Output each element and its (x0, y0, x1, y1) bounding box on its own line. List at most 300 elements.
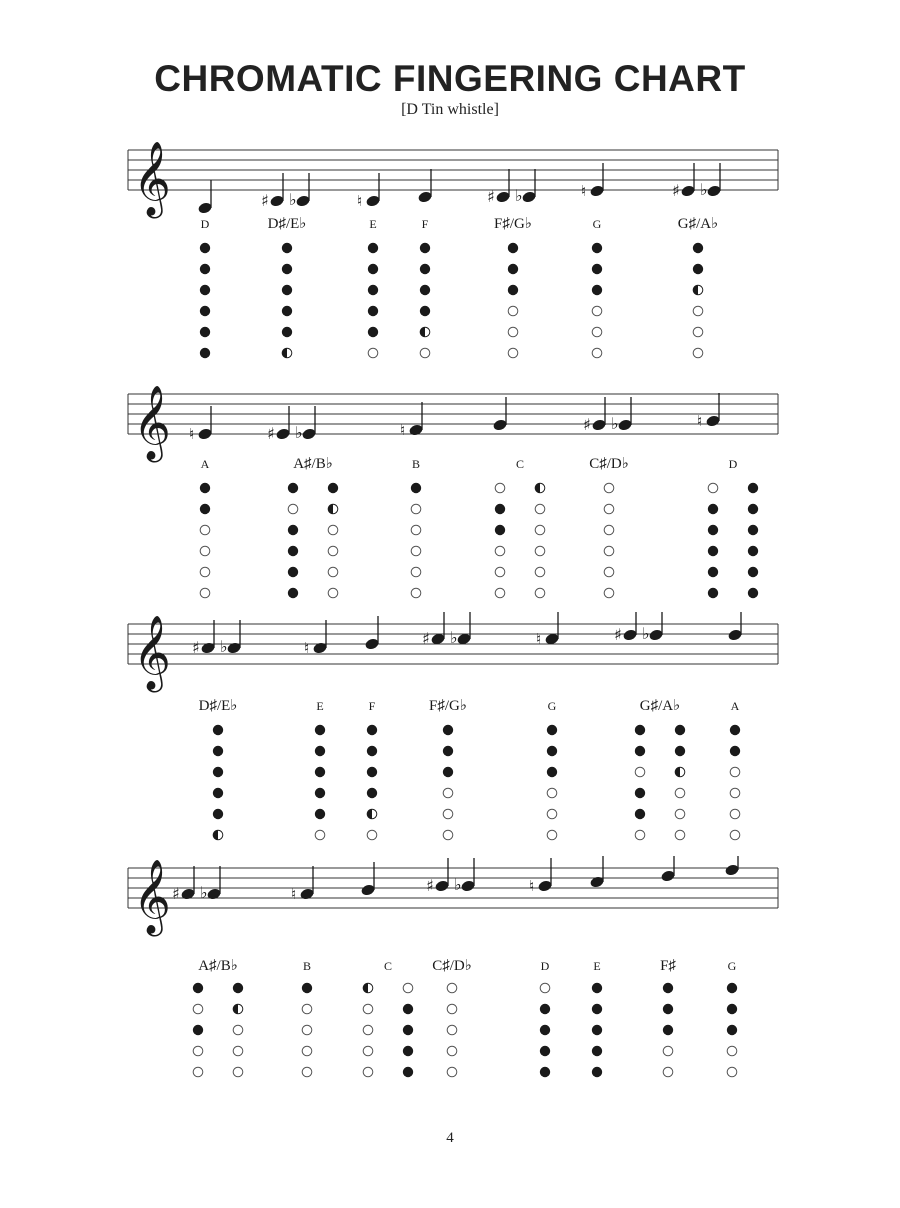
open-hole-icon (535, 588, 545, 598)
note-head-icon (206, 866, 221, 901)
open-hole-icon (193, 1004, 203, 1014)
note-head-icon (197, 180, 212, 215)
note-head-icon (180, 866, 195, 901)
svg-text:♯: ♯ (261, 191, 269, 210)
closed-hole-icon (663, 1004, 673, 1014)
closed-hole-icon (288, 483, 298, 493)
flat-icon (515, 186, 523, 205)
natural-icon (304, 639, 309, 657)
sharp-icon (261, 191, 269, 210)
staff-system-1 (0, 140, 900, 370)
note-label: E (316, 699, 324, 713)
closed-hole-icon (213, 809, 223, 819)
svg-text:♭: ♭ (295, 423, 303, 442)
open-hole-icon (592, 348, 602, 358)
closed-hole-icon (508, 243, 518, 253)
closed-hole-icon (213, 746, 223, 756)
svg-text:𝄞: 𝄞 (133, 142, 171, 216)
note-label: A (200, 457, 210, 471)
closed-hole-icon (302, 983, 312, 993)
note-head-icon (521, 169, 536, 204)
open-hole-icon (675, 809, 685, 819)
closed-hole-icon (727, 1004, 737, 1014)
open-hole-icon (663, 1046, 673, 1056)
svg-text:♯: ♯ (614, 625, 622, 644)
svg-text:♮: ♮ (189, 425, 195, 443)
closed-hole-icon (693, 243, 703, 253)
closed-hole-icon (508, 264, 518, 274)
closed-hole-icon (547, 767, 557, 777)
svg-text:𝄞: 𝄞 (133, 616, 171, 690)
closed-hole-icon (403, 1046, 413, 1056)
staff-system-3 (0, 612, 900, 842)
closed-hole-icon (748, 525, 758, 535)
closed-hole-icon (675, 725, 685, 735)
svg-text:♭: ♭ (700, 180, 708, 199)
closed-hole-icon (540, 1004, 550, 1014)
closed-hole-icon (368, 327, 378, 337)
sharp-icon (426, 876, 434, 895)
open-hole-icon (592, 327, 602, 337)
closed-hole-icon (200, 327, 210, 337)
note-label: G (547, 699, 557, 713)
note-label: F♯/G♭ (429, 698, 467, 714)
closed-hole-icon (748, 567, 758, 577)
closed-hole-icon (315, 767, 325, 777)
closed-hole-icon (213, 767, 223, 777)
note-label: D (728, 457, 738, 471)
note-label: D♯/E♭ (267, 216, 307, 232)
svg-text:♮: ♮ (304, 639, 310, 657)
open-hole-icon (604, 483, 614, 493)
open-hole-icon (315, 830, 325, 840)
open-hole-icon (447, 1046, 457, 1056)
open-hole-icon (535, 504, 545, 514)
closed-hole-icon (663, 1025, 673, 1035)
open-hole-icon (411, 567, 421, 577)
sharp-icon (267, 424, 275, 443)
flat-icon (295, 423, 303, 442)
closed-hole-icon (213, 788, 223, 798)
half-hole-icon (367, 809, 377, 819)
natural-icon (189, 425, 194, 443)
closed-hole-icon (540, 1025, 550, 1035)
closed-hole-icon (708, 504, 718, 514)
note-head-icon (495, 169, 510, 204)
closed-hole-icon (367, 788, 377, 798)
closed-hole-icon (288, 567, 298, 577)
svg-text:𝄞: 𝄞 (133, 386, 171, 460)
closed-hole-icon (367, 746, 377, 756)
closed-hole-icon (727, 983, 737, 993)
closed-hole-icon (315, 809, 325, 819)
closed-hole-icon (635, 725, 645, 735)
closed-hole-icon (315, 725, 325, 735)
closed-hole-icon (213, 725, 223, 735)
svg-text:♭: ♭ (450, 628, 458, 647)
staff-lines (128, 868, 778, 908)
open-hole-icon (200, 567, 210, 577)
note-label: A♯/B♭ (198, 958, 238, 974)
sharp-icon (672, 181, 680, 200)
treble-clef-icon (133, 142, 171, 219)
closed-hole-icon (367, 767, 377, 777)
natural-icon (400, 421, 405, 439)
note-head-icon (727, 612, 742, 642)
note-head-icon (200, 620, 215, 655)
note-label: E (369, 217, 377, 231)
treble-clef-icon (133, 616, 171, 693)
open-hole-icon (730, 809, 740, 819)
closed-hole-icon (708, 525, 718, 535)
open-hole-icon (233, 1046, 243, 1056)
open-hole-icon (635, 830, 645, 840)
closed-hole-icon (368, 306, 378, 316)
open-hole-icon (443, 809, 453, 819)
flat-icon (450, 628, 458, 647)
svg-text:♭: ♭ (611, 414, 619, 433)
svg-text:♯: ♯ (422, 629, 430, 648)
note-label: F (368, 699, 376, 713)
closed-hole-icon (367, 725, 377, 735)
flat-icon (454, 875, 462, 894)
svg-text:♯: ♯ (192, 638, 200, 657)
closed-hole-icon (288, 546, 298, 556)
closed-hole-icon (200, 243, 210, 253)
note-head-icon (301, 406, 316, 441)
closed-hole-icon (193, 983, 203, 993)
flat-icon (289, 190, 297, 209)
sharp-icon (583, 415, 591, 434)
closed-hole-icon (592, 285, 602, 295)
natural-icon (697, 412, 702, 430)
closed-hole-icon (730, 746, 740, 756)
note-head-icon (660, 856, 675, 883)
closed-hole-icon (748, 483, 758, 493)
open-hole-icon (233, 1025, 243, 1035)
svg-text:♮: ♮ (357, 192, 363, 210)
staff-system-2 (0, 380, 900, 610)
open-hole-icon (447, 1067, 457, 1077)
note-label: C♯/D♭ (432, 958, 472, 974)
open-hole-icon (200, 588, 210, 598)
open-hole-icon (367, 830, 377, 840)
note-label: B (302, 959, 312, 973)
svg-text:♯: ♯ (672, 181, 680, 200)
note-head-icon (275, 406, 290, 441)
closed-hole-icon (592, 264, 602, 274)
open-hole-icon (411, 546, 421, 556)
closed-hole-icon (675, 746, 685, 756)
open-hole-icon (535, 546, 545, 556)
note-label: F (421, 217, 429, 231)
closed-hole-icon (403, 1025, 413, 1035)
open-hole-icon (693, 327, 703, 337)
open-hole-icon (302, 1046, 312, 1056)
open-hole-icon (495, 546, 505, 556)
open-hole-icon (604, 504, 614, 514)
open-hole-icon (730, 767, 740, 777)
closed-hole-icon (282, 264, 292, 274)
note-head-icon (537, 858, 552, 893)
closed-hole-icon (420, 306, 430, 316)
svg-text:♭: ♭ (642, 624, 650, 643)
closed-hole-icon (200, 348, 210, 358)
open-hole-icon (495, 567, 505, 577)
note-head-icon (622, 612, 637, 642)
half-hole-icon (328, 504, 338, 514)
open-hole-icon (604, 567, 614, 577)
closed-hole-icon (193, 1025, 203, 1035)
open-hole-icon (302, 1067, 312, 1077)
open-hole-icon (233, 1067, 243, 1077)
open-hole-icon (508, 348, 518, 358)
svg-text:♮: ♮ (581, 182, 587, 200)
note-head-icon (544, 612, 559, 646)
note-head-icon (434, 858, 449, 893)
open-hole-icon (663, 1067, 673, 1077)
open-hole-icon (328, 567, 338, 577)
open-hole-icon (363, 1067, 373, 1077)
note-label: G♯/A♭ (677, 216, 719, 232)
open-hole-icon (328, 525, 338, 535)
closed-hole-icon (420, 285, 430, 295)
open-hole-icon (447, 1004, 457, 1014)
svg-text:♮: ♮ (697, 412, 703, 430)
closed-hole-icon (592, 1004, 602, 1014)
closed-hole-icon (635, 746, 645, 756)
svg-text:♯: ♯ (267, 424, 275, 443)
closed-hole-icon (328, 483, 338, 493)
note-head-icon (364, 616, 379, 651)
closed-hole-icon (547, 725, 557, 735)
staff-lines (128, 150, 778, 190)
open-hole-icon (730, 830, 740, 840)
note-label: C♯/D♭ (589, 456, 629, 472)
half-hole-icon (535, 483, 545, 493)
open-hole-icon (193, 1067, 203, 1077)
half-hole-icon (233, 1004, 243, 1014)
open-hole-icon (675, 788, 685, 798)
closed-hole-icon (282, 327, 292, 337)
closed-hole-icon (592, 1046, 602, 1056)
closed-hole-icon (540, 1067, 550, 1077)
closed-hole-icon (508, 285, 518, 295)
natural-icon (357, 192, 362, 210)
page-subtitle: [D Tin whistle] (401, 101, 499, 118)
open-hole-icon (411, 588, 421, 598)
note-label: G (592, 217, 602, 231)
svg-text:♭: ♭ (200, 883, 208, 902)
flat-icon (611, 414, 619, 433)
open-hole-icon (727, 1046, 737, 1056)
closed-hole-icon (315, 746, 325, 756)
open-hole-icon (604, 525, 614, 535)
closed-hole-icon (727, 1025, 737, 1035)
closed-hole-icon (288, 588, 298, 598)
closed-hole-icon (233, 983, 243, 993)
natural-icon (291, 885, 296, 903)
open-hole-icon (693, 348, 703, 358)
closed-hole-icon (635, 788, 645, 798)
sharp-icon (487, 187, 495, 206)
note-head-icon (408, 402, 423, 437)
closed-hole-icon (282, 243, 292, 253)
note-head-icon (460, 858, 475, 893)
closed-hole-icon (368, 243, 378, 253)
note-head-icon (312, 620, 327, 655)
closed-hole-icon (315, 788, 325, 798)
note-label: E (593, 959, 601, 973)
open-hole-icon (288, 504, 298, 514)
closed-hole-icon (282, 306, 292, 316)
natural-icon (529, 877, 534, 895)
svg-text:♮: ♮ (529, 877, 535, 895)
note-label: D♯/E♭ (198, 698, 238, 714)
open-hole-icon (547, 830, 557, 840)
sharp-icon (422, 629, 430, 648)
open-hole-icon (363, 1046, 373, 1056)
open-hole-icon (727, 1067, 737, 1077)
open-hole-icon (495, 588, 505, 598)
open-hole-icon (693, 306, 703, 316)
closed-hole-icon (420, 264, 430, 274)
closed-hole-icon (592, 1025, 602, 1035)
svg-text:♭: ♭ (515, 186, 523, 205)
closed-hole-icon (368, 285, 378, 295)
open-hole-icon (708, 483, 718, 493)
open-hole-icon (193, 1046, 203, 1056)
note-head-icon (430, 612, 445, 646)
open-hole-icon (200, 525, 210, 535)
page-title: CHROMATIC FINGERING CHART (154, 58, 746, 99)
note-label: F♯ (660, 958, 676, 974)
closed-hole-icon (411, 483, 421, 493)
open-hole-icon (635, 767, 645, 777)
closed-hole-icon (443, 767, 453, 777)
closed-hole-icon (592, 1067, 602, 1077)
closed-hole-icon (403, 1067, 413, 1077)
note-head-icon (705, 393, 720, 428)
open-hole-icon (363, 1025, 373, 1035)
open-hole-icon (547, 788, 557, 798)
svg-text:♮: ♮ (536, 630, 542, 648)
closed-hole-icon (635, 809, 645, 819)
open-hole-icon (604, 546, 614, 556)
closed-hole-icon (443, 746, 453, 756)
half-hole-icon (282, 348, 292, 358)
closed-hole-icon (282, 285, 292, 295)
open-hole-icon (604, 588, 614, 598)
closed-hole-icon (730, 725, 740, 735)
half-hole-icon (420, 327, 430, 337)
half-hole-icon (693, 285, 703, 295)
staff-system-4 (0, 856, 900, 1086)
closed-hole-icon (708, 546, 718, 556)
note-label: C (383, 959, 393, 973)
closed-hole-icon (420, 243, 430, 253)
svg-text:♭: ♭ (289, 190, 297, 209)
note-label: C (515, 457, 525, 471)
note-label: D (540, 959, 550, 973)
closed-hole-icon (693, 264, 703, 274)
closed-hole-icon (540, 1046, 550, 1056)
flat-icon (200, 883, 208, 902)
closed-hole-icon (708, 588, 718, 598)
open-hole-icon (675, 830, 685, 840)
note-head-icon (724, 856, 739, 877)
open-hole-icon (540, 983, 550, 993)
note-head-icon (589, 856, 604, 889)
half-hole-icon (363, 983, 373, 993)
open-hole-icon (592, 306, 602, 316)
note-head-icon (417, 169, 432, 204)
svg-text:♭: ♭ (454, 875, 462, 894)
svg-text:♯: ♯ (487, 187, 495, 206)
note-label: G (727, 959, 737, 973)
sharp-icon (192, 638, 200, 657)
closed-hole-icon (368, 264, 378, 274)
natural-icon (581, 182, 586, 200)
open-hole-icon (363, 1004, 373, 1014)
closed-hole-icon (443, 725, 453, 735)
note-label: D (200, 217, 210, 231)
note-label: A (730, 699, 740, 713)
treble-clef-icon (133, 386, 171, 463)
flat-icon (700, 180, 708, 199)
closed-hole-icon (200, 285, 210, 295)
closed-hole-icon (748, 546, 758, 556)
open-hole-icon (508, 327, 518, 337)
flat-icon (642, 624, 650, 643)
svg-text:♯: ♯ (426, 876, 434, 895)
natural-icon (536, 630, 541, 648)
open-hole-icon (547, 809, 557, 819)
open-hole-icon (447, 1025, 457, 1035)
closed-hole-icon (547, 746, 557, 756)
note-head-icon (299, 866, 314, 901)
page-number: 4 (446, 1130, 454, 1146)
open-hole-icon (411, 504, 421, 514)
note-head-icon (226, 620, 241, 655)
note-label: F♯/G♭ (494, 216, 532, 232)
svg-text:♭: ♭ (220, 637, 228, 656)
open-hole-icon (443, 788, 453, 798)
note-label: B (411, 457, 421, 471)
closed-hole-icon (200, 306, 210, 316)
open-hole-icon (411, 525, 421, 535)
open-hole-icon (328, 546, 338, 556)
closed-hole-icon (663, 983, 673, 993)
open-hole-icon (368, 348, 378, 358)
svg-text:♮: ♮ (400, 421, 406, 439)
open-hole-icon (508, 306, 518, 316)
closed-hole-icon (592, 983, 602, 993)
open-hole-icon (328, 588, 338, 598)
note-label: G♯/A♭ (639, 698, 681, 714)
closed-hole-icon (495, 504, 505, 514)
open-hole-icon (420, 348, 430, 358)
open-hole-icon (403, 983, 413, 993)
svg-text:𝄞: 𝄞 (133, 860, 171, 934)
closed-hole-icon (200, 264, 210, 274)
open-hole-icon (447, 983, 457, 993)
sharp-icon (614, 625, 622, 644)
closed-hole-icon (748, 504, 758, 514)
closed-hole-icon (288, 525, 298, 535)
treble-clef-icon (133, 860, 171, 937)
closed-hole-icon (708, 567, 718, 577)
